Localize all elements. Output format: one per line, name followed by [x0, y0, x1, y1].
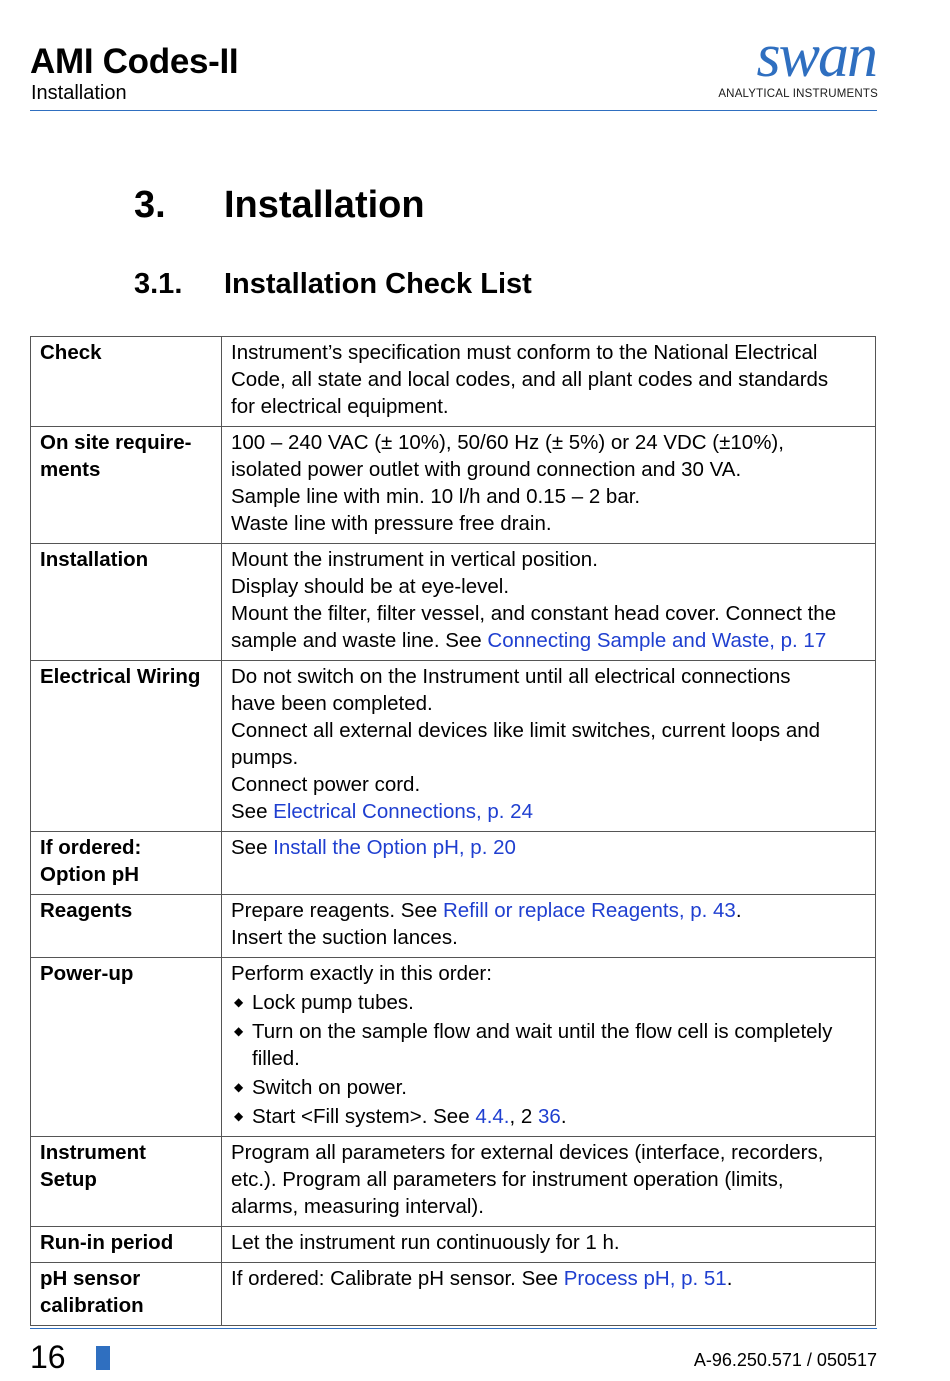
description-line: Let the instrument run continuously for 1 h.	[231, 1231, 620, 1254]
install-option-ph-link[interactable]: Install the Option pH, p. 20	[273, 836, 516, 859]
row-description	[222, 1137, 876, 1227]
logo-tagline: ANALYTICAL INSTRUMENTS	[718, 88, 878, 100]
table-row	[31, 1227, 876, 1263]
footer-divider	[30, 1328, 877, 1329]
refill-reagents-link[interactable]: Refill or replace Reagents, p. 43	[442, 899, 736, 922]
description-line: Waste line with pressure free drain.	[231, 512, 552, 535]
list-item	[231, 1074, 871, 1101]
row-description	[222, 661, 876, 832]
section-title: Installation Check List	[224, 268, 532, 300]
description-line: etc.). Program all parameters for instrument operation (limits,	[231, 1168, 784, 1191]
row-label: Check	[31, 337, 222, 427]
description-line: Code, all state and local codes, and all plant codes and standards	[231, 368, 829, 391]
description-line	[231, 897, 871, 924]
document-subtitle: Installation	[31, 82, 127, 104]
process-ph-link[interactable]: Process pH, p. 51	[563, 1267, 727, 1290]
page-header	[30, 22, 878, 110]
swan-logo	[708, 22, 878, 100]
label-line: Instrument	[40, 1141, 146, 1164]
label-line: ments	[40, 458, 101, 481]
description-line: Do not switch on the Instrument until all electrical connections	[231, 665, 791, 688]
table-row	[31, 337, 876, 427]
page-marker-bar	[96, 1346, 110, 1370]
row-label	[31, 832, 222, 895]
row-description	[222, 1263, 876, 1326]
row-label	[31, 1137, 222, 1227]
description-line	[231, 834, 871, 861]
diamond-bullet-icon: ◆	[234, 1024, 244, 1038]
row-description	[222, 895, 876, 958]
description-line: Insert the suction lances.	[231, 926, 458, 949]
logo-wordmark: swan	[756, 22, 876, 90]
connecting-sample-waste-link[interactable]: Connecting Sample and Waste, p. 17	[487, 629, 827, 652]
description-line: Connect power cord.	[231, 773, 421, 796]
list-item-text: Lock pump tubes.	[252, 991, 414, 1014]
description-line: 100 – 240 VAC (± 10%), 50/60 Hz (± 5%) or 24 VDC (±10%),	[231, 431, 784, 454]
list-item-text: Turn on the sample flow and wait until the flow cell is completely filled.	[252, 1020, 833, 1070]
label-line: Setup	[40, 1168, 97, 1191]
list-item	[231, 1018, 871, 1072]
table-row	[31, 958, 876, 1137]
section-4-4-link[interactable]: 4.4.	[475, 1105, 510, 1128]
table-row	[31, 427, 876, 544]
description-line: Perform exactly in this order:	[231, 962, 492, 985]
description-line: Program all parameters for external devices (interface, recorders,	[231, 1141, 824, 1164]
label-line: Option pH	[40, 863, 140, 886]
label-line: calibration	[40, 1294, 144, 1317]
row-description	[222, 958, 876, 1137]
description-line: Connect all external devices like limit switches, current loops and	[231, 719, 821, 742]
description-line: pumps.	[231, 746, 299, 769]
description-text: See	[231, 836, 274, 859]
row-description	[222, 832, 876, 895]
electrical-connections-link[interactable]: Electrical Connections, p. 24	[273, 800, 533, 823]
description-line: Display should be at eye-level.	[231, 575, 510, 598]
diamond-bullet-icon: ◆	[234, 1109, 244, 1123]
installation-checklist-table	[30, 336, 876, 1326]
description-line: Mount the filter, filter vessel, and constant head cover. Connect the	[231, 602, 837, 625]
diamond-bullet-icon: ◆	[234, 1080, 244, 1094]
table-row	[31, 661, 876, 832]
page-36-link[interactable]: 36	[538, 1105, 561, 1128]
table-row	[31, 544, 876, 661]
table-row	[31, 1137, 876, 1227]
header-divider	[30, 110, 877, 111]
diamond-bullet-icon: ◆	[234, 995, 244, 1009]
description-line: Sample line with min. 10 l/h and 0.15 – 2 bar.	[231, 485, 641, 508]
table-row	[31, 832, 876, 895]
power-up-steps-list	[231, 989, 871, 1130]
description-line: for electrical equipment.	[231, 395, 449, 418]
row-label	[31, 427, 222, 544]
description-line	[231, 798, 871, 825]
page-number: 16	[30, 1339, 66, 1375]
list-item-text: Switch on power.	[252, 1076, 407, 1099]
description-line	[231, 1265, 871, 1292]
document-title: AMI Codes-II	[30, 42, 239, 81]
table-row	[31, 895, 876, 958]
row-description	[222, 544, 876, 661]
list-item-text: Start <Fill system>. See	[252, 1105, 476, 1128]
description-text: See	[231, 800, 274, 823]
label-line: pH sensor	[40, 1267, 141, 1290]
row-label: Run-in period	[31, 1227, 222, 1263]
description-line	[231, 627, 871, 654]
description-line: alarms, measuring interval).	[231, 1195, 484, 1218]
description-text: .	[735, 899, 742, 922]
document-number: A-96.250.571 / 050517	[693, 1350, 877, 1370]
description-line: isolated power outlet with ground connection and 30 VA.	[231, 458, 742, 481]
list-item	[231, 989, 871, 1016]
row-description	[222, 337, 876, 427]
chapter-title: Installation	[224, 184, 425, 226]
label-line: If ordered:	[40, 836, 142, 859]
row-label: Electrical Wiring	[31, 661, 222, 832]
description-text: Prepare reagents. See	[231, 899, 443, 922]
description-text: sample and waste line. See	[231, 629, 488, 652]
description-line: have been completed.	[231, 692, 433, 715]
row-description	[222, 427, 876, 544]
row-description	[222, 1227, 876, 1263]
row-label: Power-up	[31, 958, 222, 1137]
row-label: Installation	[31, 544, 222, 661]
list-item	[231, 1103, 871, 1130]
chapter-number: 3.	[134, 184, 166, 226]
row-label: Reagents	[31, 895, 222, 958]
section-number: 3.1.	[134, 268, 183, 300]
label-line: On site require-	[40, 431, 192, 454]
description-text: .	[726, 1267, 733, 1290]
description-line: Instrument’s specification must conform to the National Electrical	[231, 341, 818, 364]
description-text: If ordered: Calibrate pH sensor. See	[231, 1267, 564, 1290]
table-row	[31, 1263, 876, 1326]
row-label	[31, 1263, 222, 1326]
list-item-text: , 2	[509, 1105, 539, 1128]
description-line: Mount the instrument in vertical position.	[231, 548, 598, 571]
list-item-text: .	[560, 1105, 567, 1128]
